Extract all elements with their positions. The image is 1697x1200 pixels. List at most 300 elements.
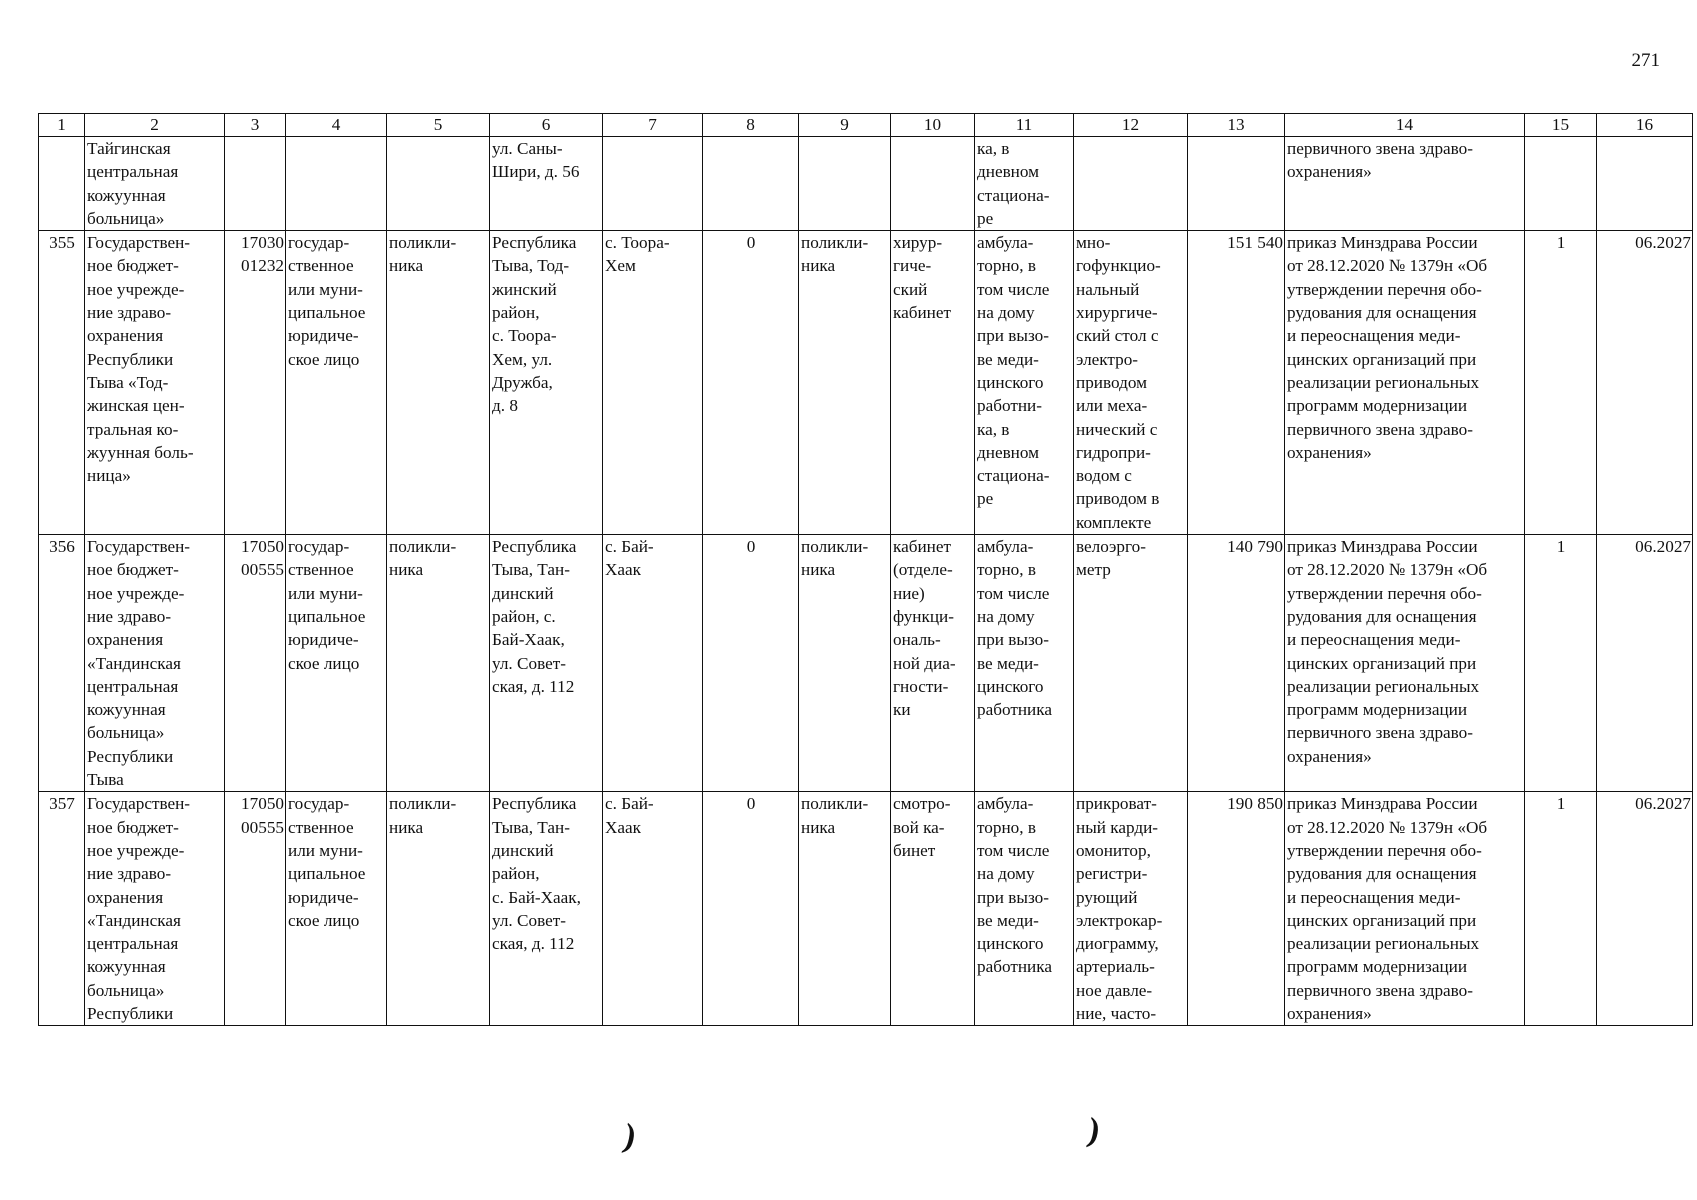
cell-line: 356 <box>49 537 75 557</box>
cell-line: гофункцио- <box>1076 256 1161 276</box>
cell-line: утверждении перечня обо- <box>1287 840 1482 860</box>
cell-line: ника <box>389 256 424 276</box>
cell-line: 00555 <box>241 817 284 837</box>
cell-line: ципальное <box>288 606 366 626</box>
cell-line: хирургиче- <box>1076 303 1158 323</box>
cell-col-15 <box>1525 535 1597 792</box>
cell-line: кожуунная <box>87 957 166 977</box>
cell-col-15 <box>1525 137 1597 231</box>
table-body <box>39 137 1693 1026</box>
cell-line: с. Тоора- <box>605 233 670 253</box>
column-header-12: 12 <box>1074 114 1188 137</box>
cell-line: ное учрежде- <box>87 840 185 860</box>
cell-line: поликли- <box>389 233 457 253</box>
cell-line: ре <box>977 489 994 509</box>
column-header-9: 9 <box>799 114 891 137</box>
column-header-4: 4 <box>286 114 387 137</box>
cell-col-9 <box>799 792 891 1026</box>
cell-line: электрокар- <box>1076 910 1163 930</box>
cell-col-5 <box>387 137 490 231</box>
cell-line: больница» <box>87 980 165 1000</box>
cell-line: тральная ко- <box>87 419 179 439</box>
cell-line: при вызо- <box>977 326 1049 346</box>
cell-line: реализации региональных <box>1287 934 1480 954</box>
cell-line: бинет <box>893 840 936 860</box>
cell-line: гности- <box>893 676 949 696</box>
cell-line: Республики <box>87 349 174 369</box>
cell-line: амбула- <box>977 537 1034 557</box>
cell-line: жинская цен- <box>87 396 185 416</box>
cell-col-2 <box>85 231 225 535</box>
cell-line: 151 540 <box>1227 233 1283 253</box>
cell-col-16 <box>1597 535 1693 792</box>
cell-col-7 <box>603 535 703 792</box>
cell-line: Бай-Хаак, <box>492 630 565 650</box>
cell-col-8 <box>703 792 799 1026</box>
cell-line: ника <box>801 817 836 837</box>
cell-line: работника <box>977 957 1052 977</box>
cell-line: с. Бай- <box>605 794 654 814</box>
cell-line: 1 <box>1556 233 1566 253</box>
cell-line: ние, часто- <box>1076 1003 1157 1023</box>
cell-line: и переоснащения меди- <box>1287 630 1461 650</box>
cell-line: приводом в <box>1076 489 1160 509</box>
cell-col-12 <box>1074 535 1188 792</box>
cell-line: велоэрго- <box>1076 537 1146 557</box>
cell-line: 17050 <box>241 537 284 557</box>
cell-col-4 <box>286 137 387 231</box>
cell-col-16 <box>1597 231 1693 535</box>
cell-line: Государствен- <box>87 794 191 814</box>
column-header-5: 5 <box>387 114 490 137</box>
cell-line: том числе <box>977 840 1050 860</box>
cell-col-2 <box>85 535 225 792</box>
cell-line: ника <box>389 560 424 580</box>
column-header-14: 14 <box>1285 114 1525 137</box>
cell-line: Республика <box>492 233 577 253</box>
cell-line: центральная <box>87 934 179 954</box>
cell-col-6 <box>490 535 603 792</box>
cell-line: рудования для оснащения <box>1287 864 1477 884</box>
cell-col-3 <box>225 231 286 535</box>
cell-line: первичного звена здраво- <box>1287 723 1473 743</box>
cell-line: гиче- <box>893 256 932 276</box>
handwritten-mark-left: ) <box>620 1117 640 1156</box>
cell-line: ние здраво- <box>87 303 172 323</box>
cell-line: комплекте <box>1076 512 1152 532</box>
cell-line: государ- <box>288 537 350 557</box>
cell-line: поликли- <box>801 537 869 557</box>
cell-line: Хаак <box>605 560 642 580</box>
cell-col-6 <box>490 231 603 535</box>
cell-line: водом с <box>1076 466 1132 486</box>
cell-line: приказ Минздрава России <box>1287 233 1478 253</box>
cell-line: торно, в <box>977 817 1036 837</box>
cell-line: ве меди- <box>977 349 1039 369</box>
cell-line: и переоснащения меди- <box>1287 326 1461 346</box>
cell-line: динский <box>492 583 554 603</box>
cell-line: центральная <box>87 676 179 696</box>
cell-line: на дому <box>977 606 1035 626</box>
cell-line: жинский <box>492 279 557 299</box>
cell-line: охранения» <box>1287 162 1372 182</box>
cell-line: программ модернизации <box>1287 396 1468 416</box>
cell-line: прикроват- <box>1076 794 1157 814</box>
cell-line: Республика <box>492 537 577 557</box>
cell-line: центральная <box>87 162 179 182</box>
cell-col-13 <box>1188 231 1285 535</box>
cell-col-13 <box>1188 535 1285 792</box>
cell-line: гидропри- <box>1076 442 1151 462</box>
column-header-16: 16 <box>1597 114 1693 137</box>
cell-line: функци- <box>893 606 954 626</box>
cell-line: ника <box>801 256 836 276</box>
column-header-1: 1 <box>39 114 85 137</box>
table-row <box>39 535 1693 792</box>
cell-line: поликли- <box>389 537 457 557</box>
cell-line: вой ка- <box>893 817 945 837</box>
cell-line: от 28.12.2020 № 1379н «Об <box>1287 256 1488 276</box>
cell-line: смотро- <box>893 794 951 814</box>
cell-line: ский стол с <box>1076 326 1159 346</box>
cell-col-8 <box>703 535 799 792</box>
cell-line: от 28.12.2020 № 1379н «Об <box>1287 560 1488 580</box>
cell-col-8 <box>703 137 799 231</box>
column-header-11: 11 <box>975 114 1074 137</box>
cell-col-14 <box>1285 792 1525 1026</box>
cell-line: ное бюджет- <box>87 256 179 276</box>
cell-line: 0 <box>746 537 756 557</box>
cell-col-13 <box>1188 792 1285 1026</box>
cell-col-11 <box>975 535 1074 792</box>
cell-line: район, <box>492 864 540 884</box>
cell-line: работника <box>977 700 1052 720</box>
cell-col-6 <box>490 792 603 1026</box>
cell-line: 1 <box>1556 794 1566 814</box>
cell-line: ное бюджет- <box>87 560 179 580</box>
cell-line: приказ Минздрава России <box>1287 537 1478 557</box>
cell-line: ципальное <box>288 303 366 323</box>
cell-col-6 <box>490 137 603 231</box>
cell-col-5 <box>387 231 490 535</box>
cell-line: ципальное <box>288 864 366 884</box>
cell-line: стациона- <box>977 185 1050 205</box>
cell-col-7 <box>603 792 703 1026</box>
cell-line: 17050 <box>241 794 284 814</box>
cell-line: или муни- <box>288 279 363 299</box>
cell-line: ное бюджет- <box>87 817 179 837</box>
cell-col-14 <box>1285 535 1525 792</box>
column-header-6: 6 <box>490 114 603 137</box>
cell-line: при вызо- <box>977 630 1049 650</box>
cell-line: цинского <box>977 934 1044 954</box>
cell-line: юридиче- <box>288 630 359 650</box>
cell-line: ская, д. 112 <box>492 676 575 696</box>
cell-line: ное учрежде- <box>87 583 185 603</box>
cell-col-1 <box>39 535 85 792</box>
cell-line: поликли- <box>389 794 457 814</box>
cell-line: 17030 <box>241 233 284 253</box>
cell-line: цинских организаций при <box>1287 349 1477 369</box>
cell-line: цинских организаций при <box>1287 910 1477 930</box>
cell-line: 06.2027 <box>1635 233 1691 253</box>
cell-line: с. Тоора- <box>492 326 557 346</box>
cell-line: охранения» <box>1287 746 1372 766</box>
cell-col-12 <box>1074 137 1188 231</box>
cell-line: с. Бай- <box>605 537 654 557</box>
cell-line: цинского <box>977 676 1044 696</box>
cell-line: нический с <box>1076 419 1158 439</box>
cell-line: ние здраво- <box>87 606 172 626</box>
cell-col-9 <box>799 231 891 535</box>
cell-line: 00555 <box>241 560 284 580</box>
cell-col-16 <box>1597 137 1693 231</box>
cell-line: ка, в <box>977 139 1010 158</box>
cell-line: Республика <box>492 794 577 814</box>
cell-line: ул. Совет- <box>492 653 566 673</box>
cell-line: стациона- <box>977 466 1050 486</box>
cell-line: государ- <box>288 233 350 253</box>
cell-line: (отделе- <box>893 560 953 580</box>
cell-line: утверждении перечня обо- <box>1287 583 1482 603</box>
cell-col-13 <box>1188 137 1285 231</box>
cell-line: с. Бай-Хаак, <box>492 887 581 907</box>
column-header-13: 13 <box>1188 114 1285 137</box>
cell-line: кабинет <box>893 303 951 323</box>
cell-line: реализации региональных <box>1287 372 1480 392</box>
cell-line: кожуунная <box>87 700 166 720</box>
cell-line: Хем <box>605 256 636 276</box>
cell-line: программ модернизации <box>1287 957 1468 977</box>
cell-line: ка, в <box>977 419 1010 439</box>
cell-line: программ модернизации <box>1287 700 1468 720</box>
cell-line: 06.2027 <box>1635 794 1691 814</box>
cell-col-4 <box>286 231 387 535</box>
cell-line: первичного звена здраво- <box>1287 139 1473 158</box>
cell-line: амбула- <box>977 233 1034 253</box>
cell-line: ское лицо <box>288 910 360 930</box>
cell-line: работни- <box>977 396 1042 416</box>
cell-line: охранения <box>87 326 164 346</box>
cell-col-7 <box>603 137 703 231</box>
cell-col-4 <box>286 792 387 1026</box>
cell-line: юридиче- <box>288 887 359 907</box>
cell-line: Тыва <box>87 770 124 790</box>
cell-col-1 <box>39 137 85 231</box>
cell-line: 0 <box>746 794 756 814</box>
cell-line: Республики <box>87 746 174 766</box>
cell-line: регистри- <box>1076 864 1148 884</box>
cell-line: Тыва, Тан- <box>492 817 570 837</box>
column-header-8: 8 <box>703 114 799 137</box>
cell-line: том числе <box>977 583 1050 603</box>
cell-line: 1 <box>1556 537 1566 557</box>
cell-col-15 <box>1525 231 1597 535</box>
cell-line: Тыва, Тод- <box>492 256 570 276</box>
cell-line: цинских организаций при <box>1287 653 1477 673</box>
cell-line: торно, в <box>977 560 1036 580</box>
cell-line: метр <box>1076 560 1111 580</box>
cell-col-11 <box>975 231 1074 535</box>
cell-line: кожуунная <box>87 185 166 205</box>
page-number: 271 <box>1631 50 1660 71</box>
cell-line: охранения <box>87 630 164 650</box>
cell-line: ственное <box>288 560 354 580</box>
cell-col-12 <box>1074 231 1188 535</box>
column-header-3: 3 <box>225 114 286 137</box>
cell-line: от 28.12.2020 № 1379н «Об <box>1287 817 1488 837</box>
cell-line: Дружба, <box>492 372 553 392</box>
cell-line: охранения» <box>1287 442 1372 462</box>
equipment-table <box>38 113 1693 1026</box>
cell-line: ре <box>977 208 994 228</box>
cell-line: амбула- <box>977 794 1034 814</box>
cell-col-10 <box>891 792 975 1026</box>
cell-line: ве меди- <box>977 910 1039 930</box>
cell-col-3 <box>225 137 286 231</box>
cell-line: 140 790 <box>1227 537 1283 557</box>
cell-line: Хаак <box>605 817 642 837</box>
cell-line: 357 <box>49 794 75 814</box>
cell-line: ние) <box>893 583 925 603</box>
cell-line: утверждении перечня обо- <box>1287 279 1482 299</box>
cell-col-11 <box>975 137 1074 231</box>
cell-line: 06.2027 <box>1635 537 1691 557</box>
cell-line: ское лицо <box>288 349 360 369</box>
header-row <box>39 114 1693 137</box>
cell-line: хирур- <box>893 233 943 253</box>
cell-line: ника <box>801 560 836 580</box>
cell-line: Республики <box>87 1003 174 1023</box>
cell-line: Тыва «Тод- <box>87 372 169 392</box>
cell-line: жуунная боль- <box>87 442 194 462</box>
column-header-10: 10 <box>891 114 975 137</box>
cell-line: д. 8 <box>492 396 518 416</box>
cell-line: район, <box>492 303 540 323</box>
cell-line: поликли- <box>801 794 869 814</box>
cell-line: 190 850 <box>1227 794 1283 814</box>
cell-col-16 <box>1597 792 1693 1026</box>
cell-line: 01232 <box>241 256 284 276</box>
cell-line: том числе <box>977 279 1050 299</box>
cell-line: дневном <box>977 162 1040 182</box>
cell-line: артериаль- <box>1076 957 1155 977</box>
cell-line: на дому <box>977 864 1035 884</box>
cell-line: ной диа- <box>893 653 956 673</box>
cell-line: ское лицо <box>288 653 360 673</box>
cell-line: или меха- <box>1076 396 1148 416</box>
table-row <box>39 137 1693 231</box>
cell-line: электро- <box>1076 349 1139 369</box>
cell-line: Государствен- <box>87 537 191 557</box>
cell-line: кабинет <box>893 537 951 557</box>
cell-line: больница» <box>87 723 165 743</box>
cell-line: ул. Саны- <box>492 139 563 158</box>
cell-line: приказ Минздрава России <box>1287 794 1478 814</box>
cell-line: ный карди- <box>1076 817 1158 837</box>
cell-line: торно, в <box>977 256 1036 276</box>
cell-line: ница» <box>87 466 131 486</box>
cell-line: реализации региональных <box>1287 676 1480 696</box>
cell-col-5 <box>387 792 490 1026</box>
cell-line: Хем, ул. <box>492 349 553 369</box>
column-header-15: 15 <box>1525 114 1597 137</box>
cell-line: мно- <box>1076 233 1111 253</box>
handwritten-mark-right: ) <box>1084 1111 1103 1150</box>
cell-line: диограмму, <box>1076 934 1159 954</box>
cell-line: на дому <box>977 303 1035 323</box>
cell-line: район, с. <box>492 606 556 626</box>
cell-col-2 <box>85 792 225 1026</box>
cell-line: ки <box>893 700 911 720</box>
cell-col-1 <box>39 231 85 535</box>
cell-line: ственное <box>288 817 354 837</box>
cell-col-8 <box>703 231 799 535</box>
cell-line: ственное <box>288 256 354 276</box>
cell-col-14 <box>1285 231 1525 535</box>
cell-line: «Тандинская <box>87 910 181 930</box>
cell-line: ве меди- <box>977 653 1039 673</box>
cell-line: 0 <box>746 233 756 253</box>
cell-line: Государствен- <box>87 233 191 253</box>
cell-col-3 <box>225 535 286 792</box>
cell-line: динский <box>492 840 554 860</box>
cell-line: охранения» <box>1287 1003 1372 1023</box>
cell-col-9 <box>799 535 891 792</box>
cell-line: Тыва, Тан- <box>492 560 570 580</box>
cell-line: ника <box>389 817 424 837</box>
cell-col-10 <box>891 137 975 231</box>
cell-col-4 <box>286 535 387 792</box>
cell-line: 355 <box>49 233 75 253</box>
cell-line: ональ- <box>893 630 941 650</box>
cell-col-15 <box>1525 792 1597 1026</box>
cell-line: ное учрежде- <box>87 279 185 299</box>
cell-col-14 <box>1285 137 1525 231</box>
cell-line: ул. Совет- <box>492 910 566 930</box>
cell-col-10 <box>891 535 975 792</box>
cell-line: государ- <box>288 794 350 814</box>
cell-col-11 <box>975 792 1074 1026</box>
cell-line: дневном <box>977 442 1040 462</box>
cell-col-3 <box>225 792 286 1026</box>
cell-col-12 <box>1074 792 1188 1026</box>
cell-line: ская, д. 112 <box>492 934 575 954</box>
cell-line: первичного звена здраво- <box>1287 980 1473 1000</box>
cell-line: или муни- <box>288 840 363 860</box>
cell-line: охранения <box>87 887 164 907</box>
cell-line: ние здраво- <box>87 864 172 884</box>
cell-line: поликли- <box>801 233 869 253</box>
cell-line: приводом <box>1076 372 1147 392</box>
cell-line: «Тандинская <box>87 653 181 673</box>
cell-line: цинского <box>977 372 1044 392</box>
column-header-7: 7 <box>603 114 703 137</box>
cell-line: ский <box>893 279 928 299</box>
cell-line: больница» <box>87 208 165 228</box>
cell-col-9 <box>799 137 891 231</box>
column-header-2: 2 <box>85 114 225 137</box>
cell-line: Шири, д. 56 <box>492 162 580 182</box>
cell-line: или муни- <box>288 583 363 603</box>
cell-col-7 <box>603 231 703 535</box>
cell-line: рующий <box>1076 887 1138 907</box>
cell-line: рудования для оснащения <box>1287 303 1477 323</box>
cell-line: Тайгинская <box>87 139 171 158</box>
cell-line: при вызо- <box>977 887 1049 907</box>
cell-line: нальный <box>1076 279 1140 299</box>
table-row <box>39 231 1693 535</box>
